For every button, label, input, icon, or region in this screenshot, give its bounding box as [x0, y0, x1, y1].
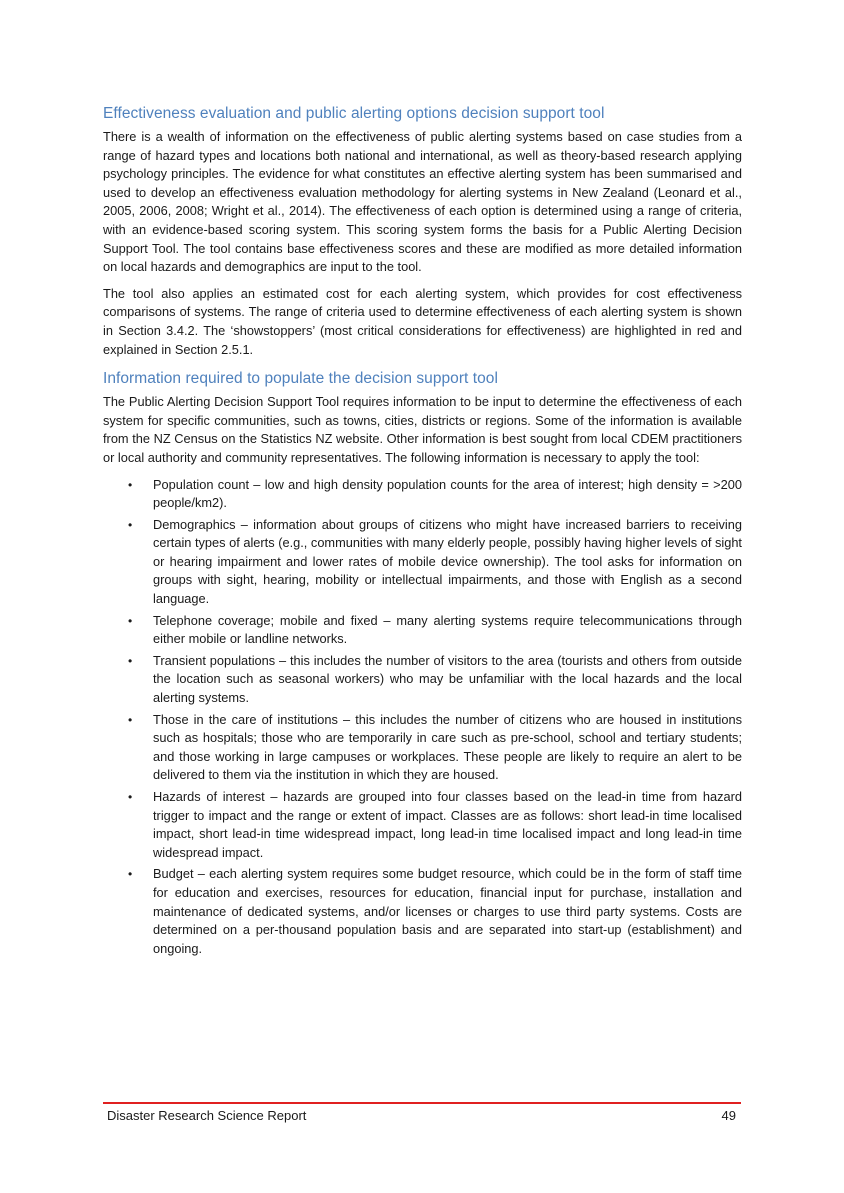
list-item-text: Telephone coverage; mobile and fixed – many alerting systems require telecommunications through either mobile or landline networks. — [153, 612, 742, 647]
list-item — [103, 788, 742, 862]
page-content — [103, 104, 742, 961]
list-item — [103, 516, 742, 609]
bullet-icon: • — [128, 477, 133, 492]
bullet-icon: • — [128, 867, 133, 882]
bullet-icon: • — [128, 790, 133, 804]
list-item-text: Budget – each alerting system requires some budget resource, which could be in the form of staff time for education and exercises, resources for education, financial input for purchase, installation and maintenance of dedicated systems, and/or licenses or charges to use third party systems. Costs are determined on a per-thousand population basis and are separated into start-up (establishment) and ongoing. — [153, 866, 742, 956]
paragraph-information-intro: The Public Alerting Decision Support Tool requires information to be input to determine the effectiveness of each system for specific communities, such as towns, cities, districts or regions. Some of the information is available from the NZ Census on the Statistics NZ website. Other information is best sought from local CDEM practitioners or local authority and community representatives. The following information is necessary to apply the tool: — [103, 394, 742, 465]
list-item — [103, 865, 742, 958]
list-item-text: Transient populations – this includes the number of visitors to the area (tourists and others from outside the location such as seasonal workers) who may be unfamiliar with the local hazards and the local alerting systems. — [153, 652, 742, 706]
required-information-list — [103, 476, 742, 959]
list-item — [103, 711, 742, 785]
paragraph-effectiveness-1: There is a wealth of information on the effectiveness of public alerting systems based on case studies from a range of hazard types and locations both national and international, as well as theory-based research applying psychology principles. The evidence for what constitutes an effective alerting system has been summarised and used to develop an effectiveness evaluation methodology for alerting systems in New Zealand (Leonard et al., 2005, 2006, 2008; Wright et al., 2014). The effectiveness of each option is determined using a range of criteria, with an evidence-based scoring system. This scoring system forms the basis for a Public Alerting Decision Support Tool. The tool contains base effectiveness scores and these are modified as more detailed information on local hazards and demographics are input to the tool. — [103, 129, 742, 275]
bullet-icon: • — [128, 517, 133, 532]
footer-divider — [103, 1102, 741, 1104]
section-heading-effectiveness: Effectiveness evaluation and public alerting options decision support tool — [103, 105, 605, 122]
footer-page-number: 49 — [721, 1108, 736, 1123]
footer-report-title: Disaster Research Science Report — [107, 1108, 307, 1123]
list-item-text: Hazards of interest – hazards are grouped into four classes based on the lead-in time from hazard trigger to impact and the range or extent of impact. Classes are as follows: short lead-in time localised impact, short lead-in time widespread impact, long lead-in time localised impact and long lead-in time widespread impact. — [153, 789, 742, 860]
paragraph-effectiveness-2: The tool also applies an estimated cost for each alerting system, which provides for cost effectiveness comparisons of systems. The range of criteria used to determine effectiveness of each alerting system is shown in Section 3.4.2. The ‘showstoppers’ (most critical considerations for effectiveness) are highlighted in red and explained in Section 2.5.1. — [103, 285, 742, 357]
section-heading-information-required: Information required to populate the decision support tool — [103, 370, 498, 388]
bullet-icon: • — [128, 613, 133, 628]
list-item — [103, 612, 742, 649]
bullet-icon: • — [128, 712, 133, 727]
list-item-text: Those in the care of institutions – this includes the number of citizens who are housed in institutions such as hospitals; those who are temporarily in care such as pre-school, school and tertiary students; and those working in large campuses or workplaces. These people are likely to require an alert to be delivered to them via the institution in which they are housed. — [153, 711, 742, 783]
list-item — [103, 476, 742, 513]
bullet-icon: • — [128, 653, 133, 668]
list-item-text: Demographics – information about groups of citizens who might have increased barriers to receiving certain types of alerts (e.g., communities with many elderly people, possibly having higher levels of sight or hearing impairment and lower rates of mobile device ownership). The tool asks for information on groups with sight, hearing, mobility or intellectual impairments, and those with English as a second language. — [153, 516, 742, 607]
list-item-text: Population count – low and high density population counts for the area of interest; high density = >200 people/km2). — [153, 476, 742, 511]
list-item — [103, 652, 742, 708]
